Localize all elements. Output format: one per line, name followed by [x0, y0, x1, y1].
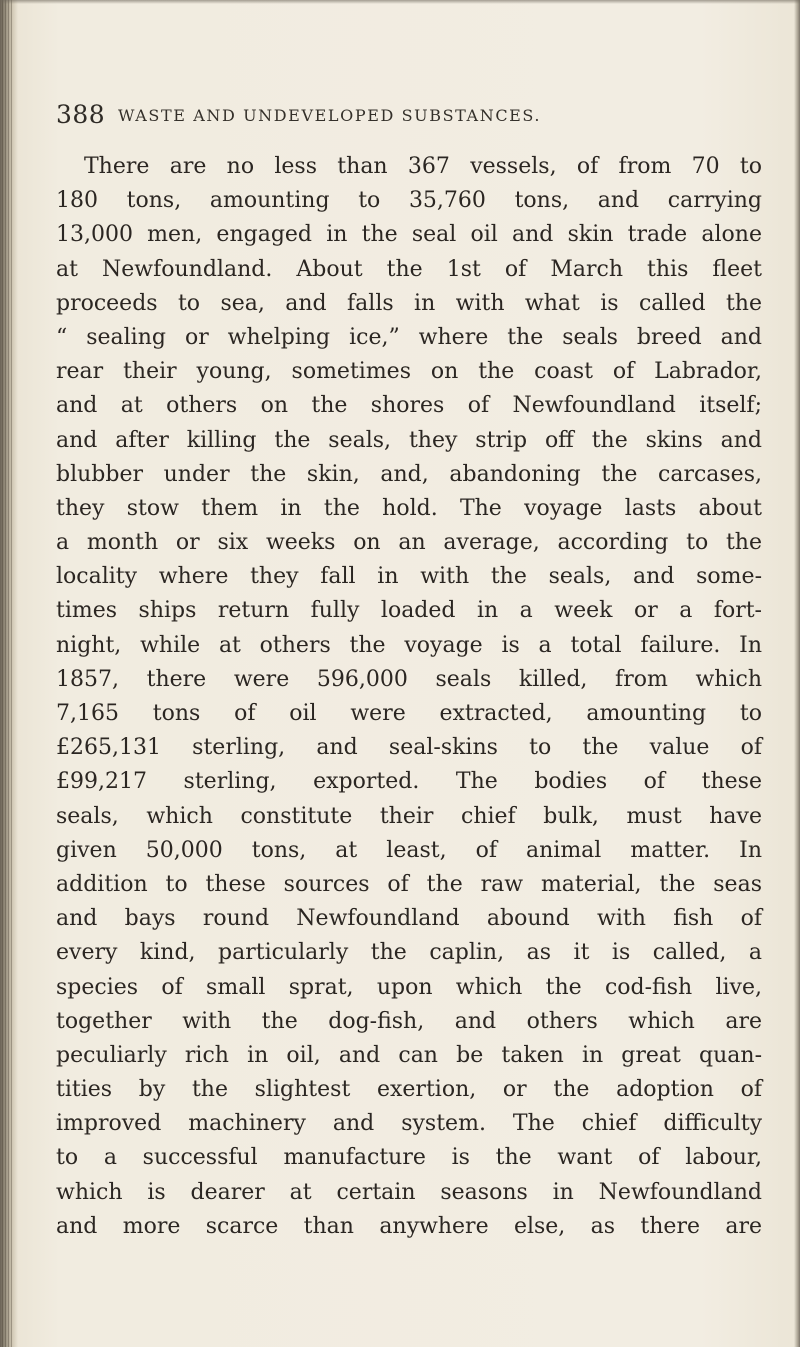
text-line-9: and after killing the seals, they strip off the skins and	[56, 427, 762, 453]
text-line-17: 7,165 tons of oil were extracted, amounting to	[56, 701, 762, 726]
text-line-13: locality where they fall in with the seals, and some-	[56, 564, 762, 590]
text-line-8: and at others on the shores of Newfoundland itself;	[56, 393, 762, 419]
text-line-18: £265,131 sterling, and seal-skins to the value of	[56, 735, 762, 761]
text-line-31: which is dearer at certain seasons in Newfoundland	[56, 1179, 762, 1205]
text-line-12: a month or six weeks on an average, according to the	[56, 530, 762, 556]
text-line-15: night, while at others the voyage is a total failure. In	[56, 632, 762, 658]
text-line-2: 180 tons, amounting to 35,760 tons, and carrying	[56, 188, 762, 214]
text-line-3: 13,000 men, engaged in the seal oil and skin trade alone	[56, 222, 762, 248]
text-line-29: improved machinery and system. The chief difficulty	[56, 1111, 762, 1137]
text-line-26: together with the dog-fish, and others which are	[56, 1008, 762, 1034]
page-right-edge	[794, 0, 800, 1347]
text-line-4: at Newfoundland. About the 1st of March this fleet	[56, 256, 762, 282]
text-line-32: and more scarce than anywhere else, as there are	[56, 1213, 762, 1239]
text-line-24: every kind, particularly the caplin, as it is called, a	[56, 940, 762, 966]
text-line-14: times ships return fully loaded in a week or a fort-	[56, 598, 762, 624]
body-text	[56, 150, 762, 1244]
text-line-28: tities by the slightest exertion, or the adoption of	[56, 1077, 762, 1103]
page-header	[56, 100, 756, 136]
page-binding-texture	[2, 0, 14, 1347]
text-line-6: “ sealing or whelping ice,” where the seals breed and	[56, 324, 762, 350]
text-line-5: proceeds to sea, and falls in with what is called the	[56, 290, 762, 316]
text-line-22: addition to these sources of the raw material, the seas	[56, 871, 762, 897]
text-line-27: peculiarly rich in oil, and can be taken in great quan-	[56, 1042, 762, 1068]
text-line-25: species of small sprat, upon which the cod-fish live,	[56, 974, 762, 1000]
page-number: 388	[56, 100, 106, 129]
text-line-20: seals, which constitute their chief bulk, must have	[56, 803, 762, 829]
text-line-11: they stow them in the hold. The voyage lasts about	[56, 495, 762, 521]
text-line-7: rear their young, sometimes on the coast of Labrador,	[56, 359, 762, 385]
text-line-10: blubber under the skin, and, abandoning the carcases,	[56, 461, 762, 487]
text-line-19: £99,217 sterling, exported. The bodies of these	[56, 769, 762, 795]
text-line-16: 1857, there were 596,000 seals killed, from which	[56, 666, 762, 692]
page-top-edge	[0, 0, 800, 4]
text-line-21: given 50,000 tons, at least, of animal matter. In	[56, 837, 762, 863]
text-line-1: There are no less than 367 vessels, of from 70 to	[84, 154, 762, 179]
running-head: WASTE AND UNDEVELOPED SUBSTANCES.	[118, 106, 542, 125]
text-line-30: to a successful manufacture is the want of labour,	[56, 1145, 762, 1171]
text-line-23: and bays round Newfoundland abound with fish of	[56, 906, 762, 932]
